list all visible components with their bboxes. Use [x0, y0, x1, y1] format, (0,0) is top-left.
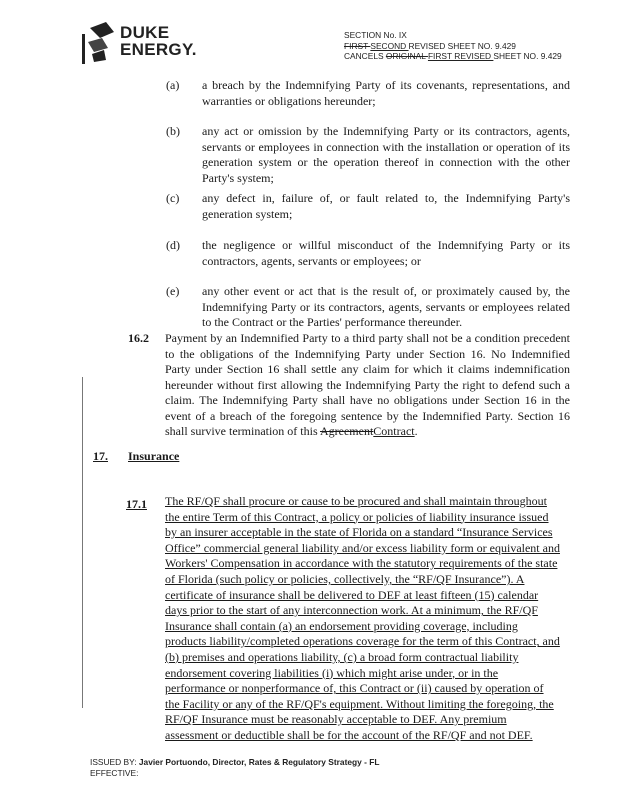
cancels-new-text: FIRST REVISED: [427, 51, 494, 61]
section-17-1-line: RF/QF Insurance must be reasonably acceptable to DEF. Any premium: [165, 712, 507, 727]
section-number: SECTION No. IX: [344, 30, 407, 40]
cancels-line: [344, 51, 562, 62]
section-17-1-line: by an insurer acceptable in the state of Florida on a standard “Insurance Services: [165, 525, 553, 540]
item-a-label: (a): [166, 78, 180, 92]
revision-margin-bar: [82, 377, 83, 708]
sheet-new-text: SECOND: [370, 40, 409, 51]
section-17-1-line: days prior to the start of any interconnection work. At a minimum, the RF/QF: [165, 603, 538, 618]
item-e-label: (e): [166, 284, 180, 298]
section-16-2-struck-word: Agreement: [319, 424, 374, 438]
item-b-label: (b): [166, 124, 180, 138]
section-17-1-line: Office” commercial general liability and/or excess liability form or equivalent and: [165, 540, 560, 555]
cancels-prefix: CANCELS: [344, 51, 386, 61]
sheet-number-line: [344, 41, 562, 52]
section-17-1-line: Insurance shall contain (a) an endorsement providing coverage, including: [165, 618, 518, 633]
item-e-text: any other event or act that is the result of, or proximately caused by, the Indemnifying Party or its contractors, agents, servants or employees related to the Contract or the Parties' performance thereunder.: [202, 284, 570, 329]
section-16-2-new-word: Contract: [373, 424, 415, 438]
item-c-label: (c): [166, 191, 180, 205]
sheet-info: [344, 30, 562, 62]
section-16-2-number: 16.2: [128, 331, 149, 345]
section-17-1-number: 17.1: [126, 497, 147, 511]
footer: [90, 757, 379, 778]
duke-energy-logo: [80, 20, 200, 66]
section-17-number: 17.: [93, 449, 108, 463]
item-d-text: the negligence or willful misconduct of the Indemnifying Party or its contractors, agents, servants or employees; or: [202, 238, 570, 268]
section-17-1-line: certificate of insurance shall be delivered to DEF at least fifteen (15) calendar: [165, 587, 539, 602]
issued-by-value: Javier Portuondo, Director, Rates & Regulatory Strategy - FL: [138, 757, 380, 767]
duke-energy-logo-icon: [80, 20, 118, 64]
section-17-1-line: assessment or deductible shall be for the account of the RF/QF and not DEF.: [165, 727, 533, 742]
section-17-1-line: the Facility or any of the RF/QF's equipment. Without limiting the foregoing, the: [165, 696, 554, 711]
effective-label: EFFECTIVE:: [90, 767, 139, 778]
logo-wordmark: [120, 24, 197, 58]
section-17-1-line: (b) premises and operations liability, (c) a broad form contractual liability: [165, 649, 519, 664]
section-17-1-line: products liability/completed operations coverage for the term of this Contract, and: [165, 634, 560, 649]
issued-by-label: ISSUED BY:: [90, 757, 139, 767]
logo-line-2: ENERGY.: [120, 40, 197, 59]
cancels-struck-text: ORIGINAL: [385, 51, 428, 61]
section-17-1-text: [165, 494, 575, 744]
section-16-2-text: [165, 331, 570, 440]
section-16-2-body: Payment by an Indemnified Party to a third party shall not be a condition precedent to the obligations of the Indemnifying Party under Section 16. No Indemnified Party under Section 16 shall settle any claim for which it claims indemnification hereunder without first allowing the Indemnifying Party the right to defend such a claim. The Indemnifying Party shall have no obligations under Section 16 in the event of a breach of the foregoing sentence by the Indemnified Party. Section 16 shall survive termination of this: [165, 331, 570, 438]
section-17-1-line: the entire Term of this Contract, a policy or policies of liability insurance issued: [165, 509, 549, 524]
logo-line-1: DUKE: [120, 23, 170, 42]
section-17-1-line: Workers' Compensation in accordance with the statutory requirements of the state: [165, 556, 558, 571]
section-17-1-line: of Florida (such policy or policies, collectively, the “RF/QF Insurance”). A: [165, 571, 525, 586]
section-17-1-line: performance or nonperformance of, this Contract or (ii) caused by operation of: [165, 681, 544, 696]
item-d-label: (d): [166, 238, 180, 252]
sheet-rest-text: REVISED SHEET NO. 9.429: [408, 40, 516, 51]
section-17-1-line: The RF/QF shall procure or cause to be procured and shall maintain throughout: [165, 494, 547, 508]
issued-by-line: [90, 757, 379, 768]
section-17-1-line: endorsement covering liabilities (i) which might arise under, or in the: [165, 665, 499, 680]
sheet-struck-text: FIRST: [344, 40, 371, 51]
item-a-text: a breach by the Indemnifying Party of its covenants, representations, and warranties or obligations hereunder;: [202, 78, 570, 108]
cancels-rest-text: SHEET NO. 9.429: [493, 51, 562, 61]
section-16-2-end: .: [414, 424, 418, 438]
item-b-text: any act or omission by the Indemnifying Party or its contractors, agents, servants or employees in connection with the installation or operation of its generation system or the operation thereof in connection with the other Party's system;: [202, 124, 570, 185]
item-c-text: any defect in, failure of, or fault related to, the Indemnifying Party's generation system;: [202, 191, 570, 221]
section-17-title: Insurance: [128, 449, 180, 463]
